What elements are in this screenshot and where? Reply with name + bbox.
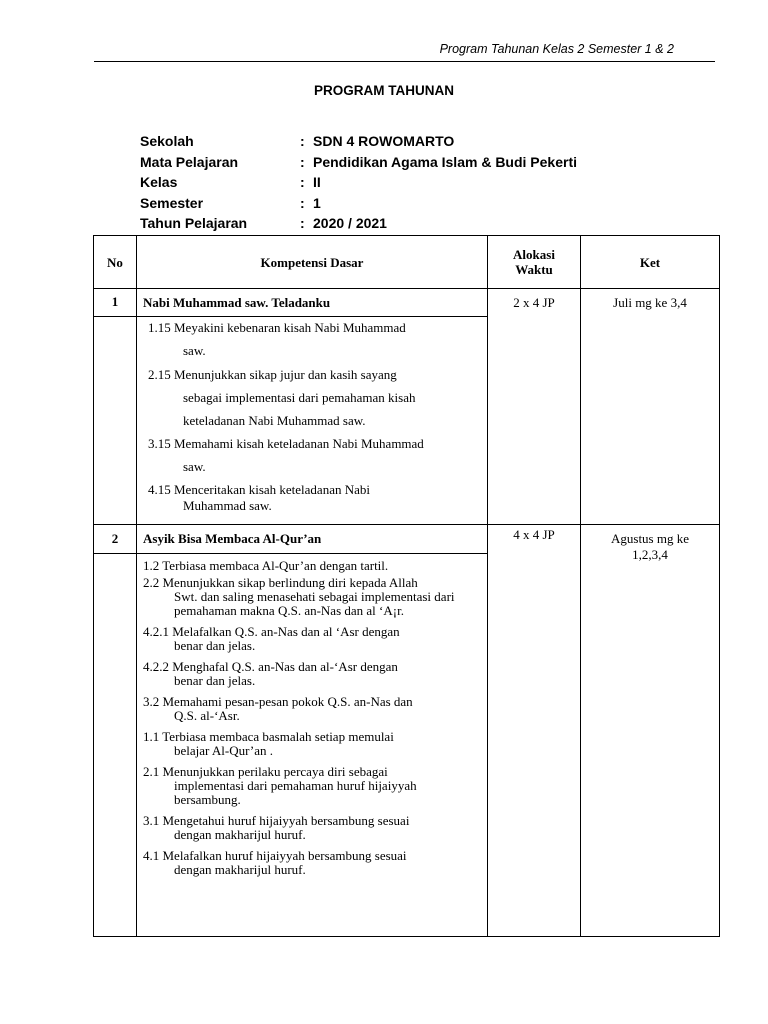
info-label: Mata Pelajaran (140, 153, 239, 170)
table-divider (136, 236, 137, 936)
info-value: 2020 / 2021 (313, 215, 387, 232)
kd-item (143, 730, 484, 758)
kd-item-cont: saw. (183, 459, 206, 474)
info-label: Sekolah (140, 133, 194, 149)
table-divider (94, 524, 719, 525)
table-divider (487, 236, 488, 936)
kd-item (143, 849, 484, 877)
kd-item-cont: belajar Al-Qur’an . (174, 743, 274, 758)
kd-item-text: 2.2 Menunjukkan sikap berlindung diri kepada Allah (143, 575, 418, 590)
row-alokasi: 4 x 4 JP (513, 527, 555, 542)
kd-item-cont: Swt. dan saling menasehati sebagai implementasi dari pemahaman makna Q.S. an-Nas dan al ‘A¡r. (174, 589, 455, 618)
info-label: Kelas (140, 174, 178, 191)
kd-item-text: 4.2.1 Melafalkan Q.S. an-Nas dan al ‘Asr dengan (143, 624, 400, 639)
row-topic: Asyik Bisa Membaca Al-Qur’an (143, 531, 322, 546)
row-ket: Juli mg ke 3,4 (613, 295, 687, 310)
info-colon: : (300, 174, 305, 191)
kd-item-cont: implementasi dari pemahaman huruf hijaiyyah bersambung. (174, 778, 417, 807)
kd-item-cont: saw. (183, 343, 206, 358)
info-row-kelas (140, 172, 577, 193)
kd-item (143, 660, 484, 688)
kd-item (148, 363, 484, 432)
kd-item (143, 814, 484, 842)
kd-item-cont: keteladanan Nabi Muhammad saw. (183, 413, 366, 428)
kd-item-cont: benar dan jelas. (174, 673, 256, 688)
kd-item-text: 3.1 Mengetahui huruf hijaiyyah bersambung sesuai (143, 813, 410, 828)
table-divider (94, 553, 487, 554)
info-block (140, 131, 577, 234)
kd-item-text: 3.15 Memahami kisah keteladanan Nabi Muhammad (148, 436, 424, 451)
info-colon: : (300, 194, 305, 211)
header-rule (94, 61, 715, 62)
row-ket-line1: Agustus mg ke (611, 531, 689, 546)
kd-item-text: 2.1 Menunjukkan perilaku percaya diri sebagai (143, 764, 388, 779)
kd-item (148, 316, 484, 362)
kd-item (148, 482, 484, 514)
info-label: Tahun Pelajaran (140, 215, 248, 232)
kd-item-text: 2.15 Menunjukkan sikap jujur dan kasih sayang (148, 367, 397, 382)
info-label: Semester (140, 194, 204, 211)
kd-item-text: 1.2 Terbiasa membaca Al-Qur’an dengan tartil. (143, 558, 389, 573)
page-title: PROGRAM TAHUNAN (314, 83, 454, 98)
row-number: 2 (111, 531, 119, 546)
header-alokasi-line1: Alokasi (513, 247, 555, 262)
kd-item-text: 3.2 Memahami pesan-pesan pokok Q.S. an-Nas dan (143, 694, 413, 709)
header-note: Program Tahunan Kelas 2 Semester 1 & 2 (439, 42, 674, 56)
kd-item-cont: benar dan jelas. (174, 638, 256, 653)
info-value: Pendidikan Agama Islam & Budi Pekerti (313, 153, 578, 170)
info-row-sekolah (140, 131, 577, 152)
kd-item-cont: sebagai implementasi dari pemahaman kisah (183, 390, 416, 405)
kd-item (143, 625, 484, 653)
info-value: 1 (313, 194, 321, 211)
info-row-mata-pelajaran (140, 152, 577, 173)
kd-item-text: 4.1 Melafalkan huruf hijaiyyah bersambung sesuai (143, 848, 407, 863)
kd-item-cont: dengan makharijul huruf. (174, 862, 306, 877)
info-value: II (313, 174, 321, 191)
header-alokasi-line2: Waktu (515, 262, 553, 277)
table-divider (580, 236, 581, 936)
kd-item (143, 765, 484, 807)
kd-item-cont: Muhammad saw. (183, 498, 272, 513)
kd-item (143, 695, 484, 723)
kd-item (143, 559, 484, 573)
kd-item-cont: Q.S. al-‘Asr. (174, 708, 240, 723)
kd-item (143, 576, 484, 618)
header-alokasi-waktu (488, 247, 580, 277)
row-ket (581, 531, 719, 563)
program-table (93, 235, 720, 937)
info-colon: : (300, 153, 305, 170)
row-number: 1 (111, 294, 119, 309)
kd-item-text: 1.15 Meyakini kebenaran kisah Nabi Muhammad (148, 320, 406, 335)
row-alokasi: 2 x 4 JP (513, 295, 555, 310)
info-value: SDN 4 ROWOMARTO (313, 133, 455, 149)
kd-item-text: 4.2.2 Menghafal Q.S. an-Nas dan al-‘Asr dengan (143, 659, 398, 674)
info-row-tahun-pelajaran (140, 213, 577, 234)
kd-item-text: 1.1 Terbiasa membaca basmalah setiap memulai (143, 729, 394, 744)
info-colon: : (300, 215, 305, 232)
header-ket: Ket (639, 255, 661, 270)
header-no: No (107, 255, 123, 270)
kd-item-cont: dengan makharijul huruf. (174, 827, 306, 842)
kd-list (148, 316, 484, 515)
kd-item (148, 432, 484, 478)
info-row-semester (140, 193, 577, 214)
table-divider (94, 288, 719, 289)
header-kompetensi-dasar: Kompetensi Dasar (260, 255, 364, 270)
kd-list (143, 559, 484, 884)
row-topic: Nabi Muhammad saw. Teladanku (143, 295, 331, 310)
kd-item-text: 4.15 Menceritakan kisah keteladanan Nabi (148, 482, 370, 497)
row-ket-line2: 1,2,3,4 (632, 547, 668, 562)
info-colon: : (300, 133, 305, 149)
